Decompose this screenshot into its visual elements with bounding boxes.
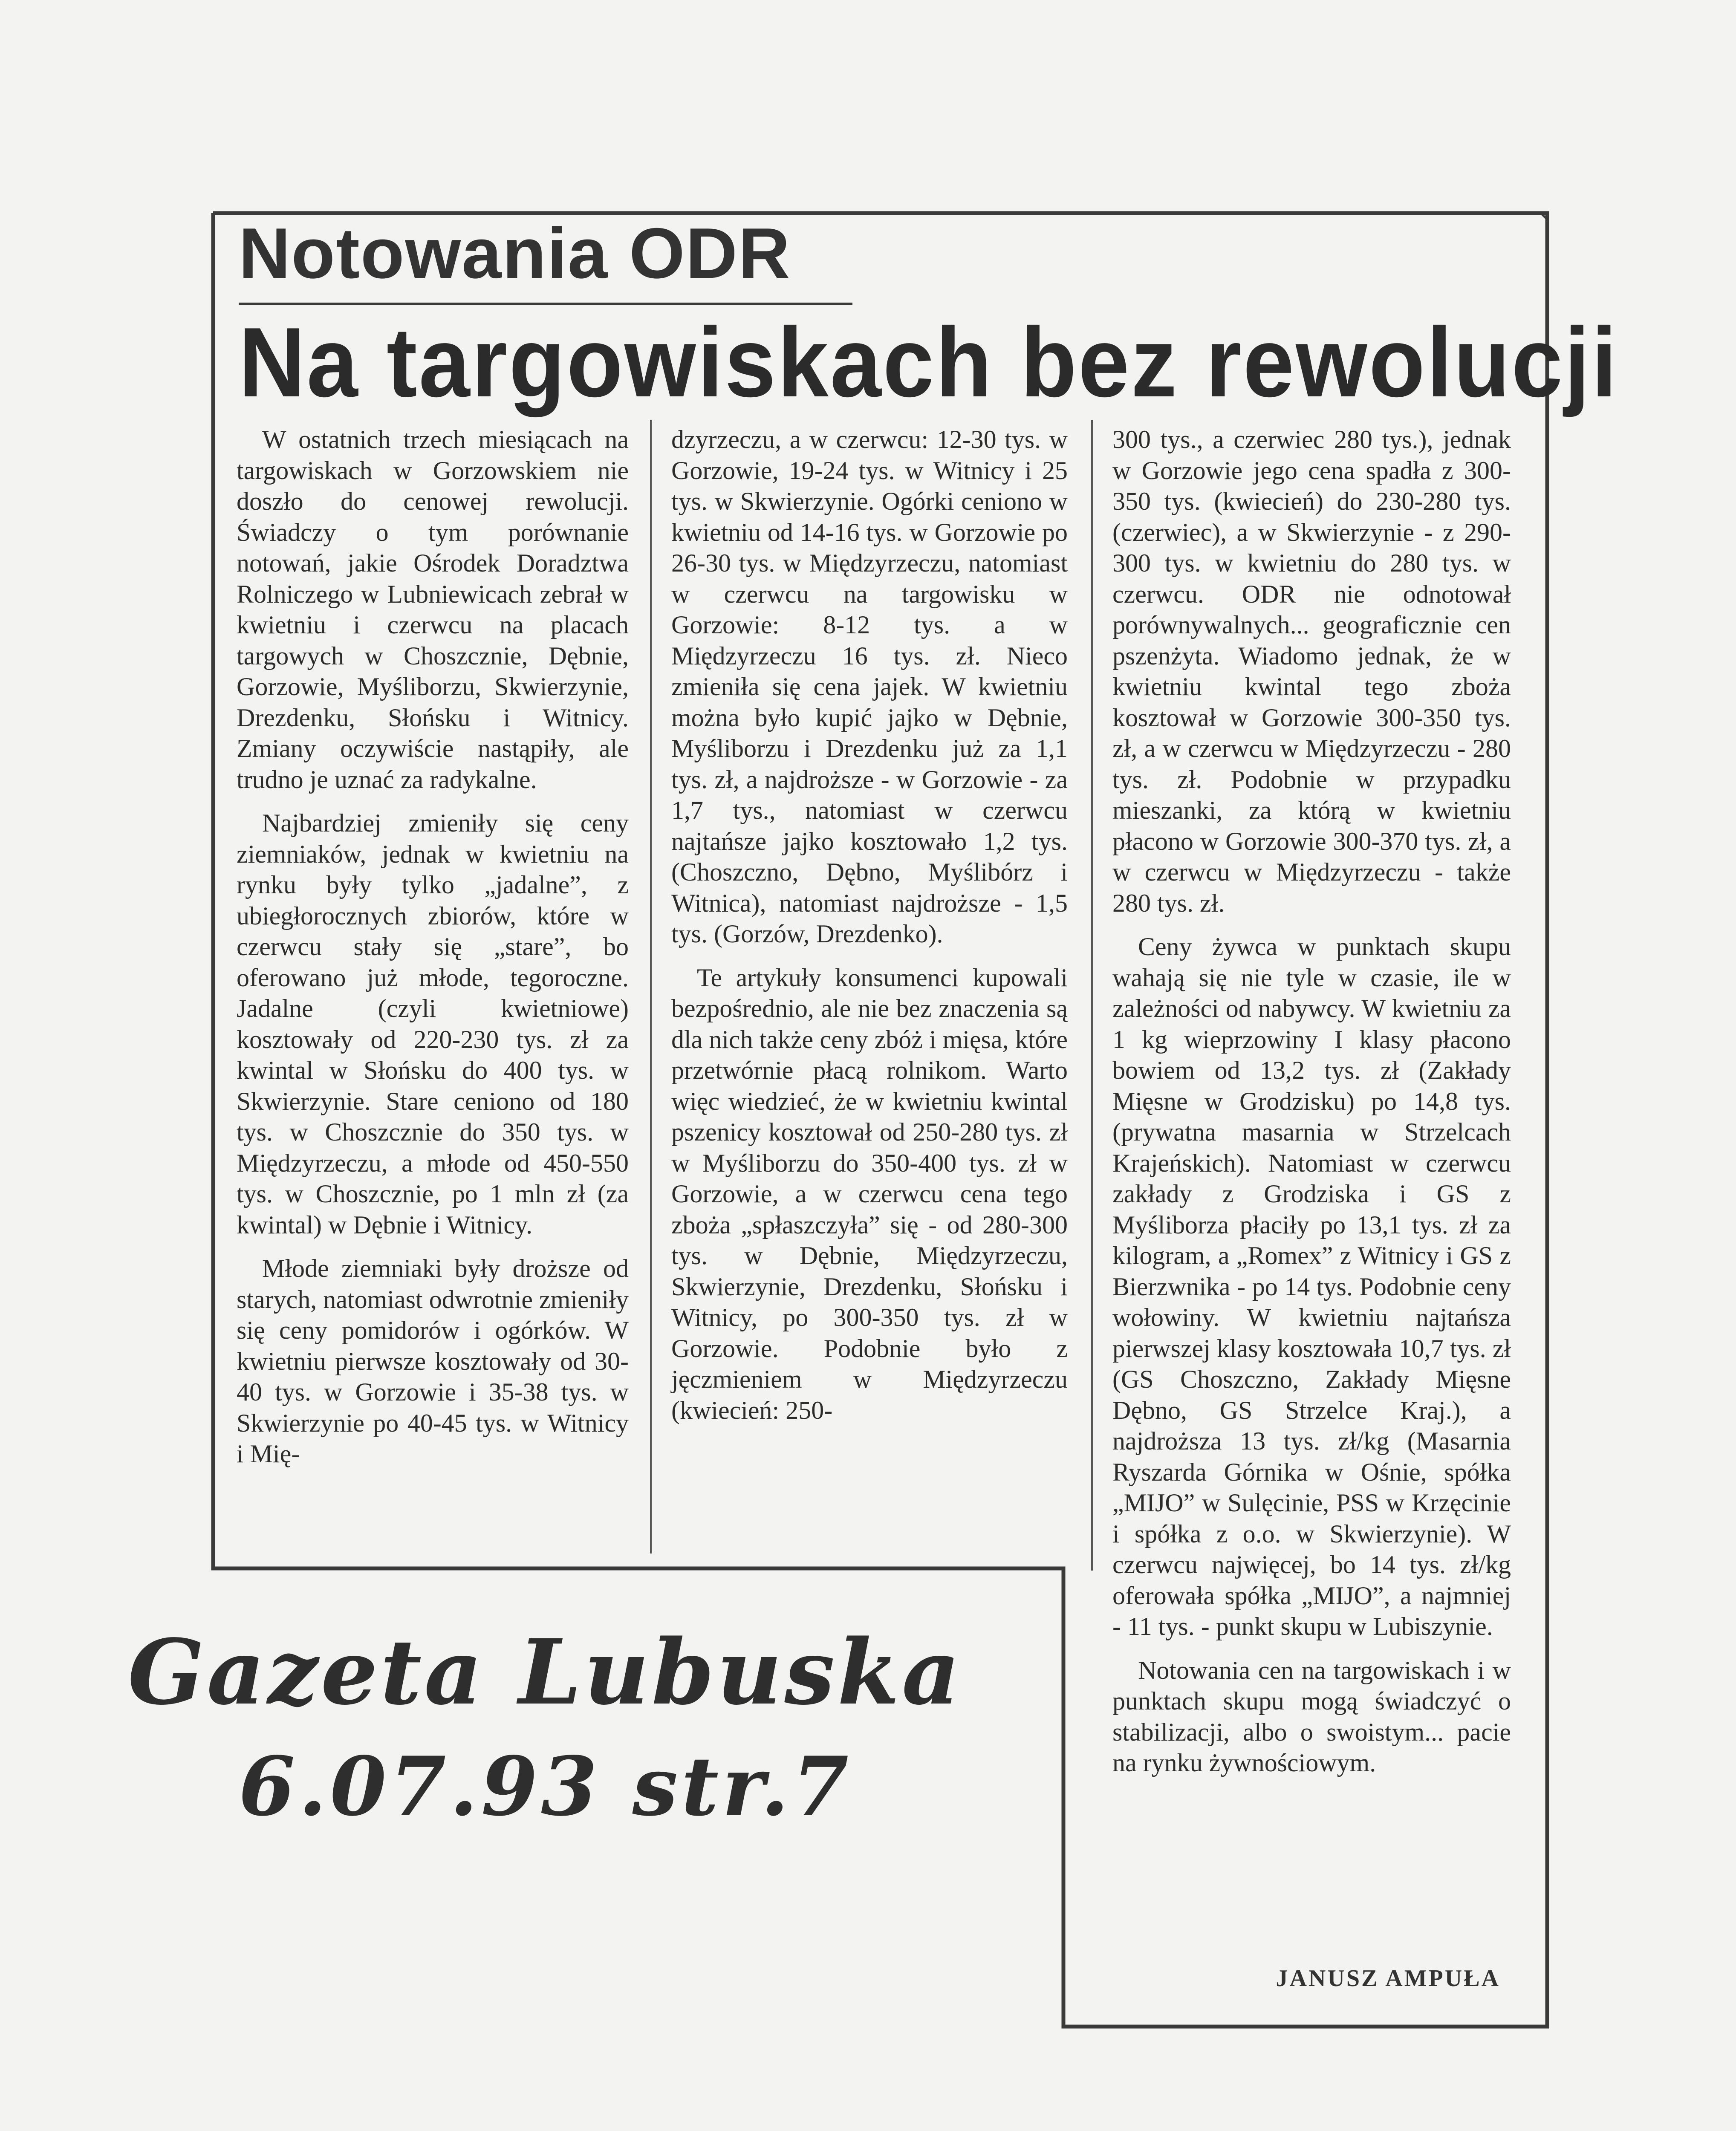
- handwritten-date-page: 6.07.93 str.7: [239, 1739, 852, 1834]
- paragraph: W ostatnich trzech miesiącach na targowiskach w Gorzowskiem nie doszło do cenowej rewolucji. Świadczy o tym porównanie notowań, jakie Ośrodek Doradztwa Rolniczego w Lubniewicach zebrał w kwietniu i czerwcu na placach targowych w Choszcznie, Dębnie, Gorzowie, Myśliborzu, Skwierzynie, Drezdenku, Słońsku i Witnicy. Zmiany oczywiście nastąpiły, ale trudno je uznać za radykalne.: [237, 425, 629, 794]
- paragraph: Najbardziej zmieniły się ceny ziemniaków, jednak w kwietniu na rynku były tylko „jadalne”, z ubiegłorocznych zbiorów, które w czerwcu stały się „stare”, bo oferowano już młode, tegoroczne. Jadalne (czyli kwietniowe) kosztowały od 220-230 tys. zł za kwintal w Słońsku do 400 tys. w Skwierzynie. Stare ceniono od 180 tys. w Choszcznie do 350 tys. w Międzyrzeczu, a młode od 450-550 tys. w Choszcznie, po 1 mln zł (za kwintal) w Dębnie i Witnicy.: [237, 809, 629, 1239]
- article-column-3: [1112, 424, 1511, 1779]
- article-column-1: [237, 424, 629, 1470]
- column-rule: [1091, 420, 1093, 1571]
- paragraph: Młode ziemniaki były droższe od starych, natomiast odwrotnie zmieniły się ceny pomidorów i ogórków. W kwietniu pierwsze kosztowały od 30-40 tys. w Gorzowie i 35-38 tys. w Skwierzynie po 40-45 tys. w Witnicy i Mię-: [237, 1254, 629, 1468]
- paragraph: 300 tys., a czerwiec 280 tys.), jednak w Gorzowie jego cena spadła z 300-350 tys. (kwiecień) do 230-280 tys. (czerwiec), a w Skwierzynie - z 290-300 tys. w kwietniu do 280 tys. w czerwcu. ODR nie odnotował porównywalnych... geograficznie cen pszenżyta. Wiadomo jednak, że w kwietniu kwintal tego zboża kosztował w Gorzowie 300-350 tys. zł, a w czerwcu w Międzyrzeczu - 280 tys. zł. Podobnie w przypadku mieszanki, za którą w kwietniu płacono w Gorzowie 300-370 tys. zł, a w czerwcu w Międzyrzeczu - także 280 tys. zł.: [1112, 425, 1511, 917]
- article-column-2: [671, 424, 1068, 1426]
- paragraph: Ceny żywca w punktach skupu wahają się nie tyle w czasie, ile w zależności od nabywcy. W kwietniu za 1 kg wieprzowiny I klasy płacono bowiem od 13,2 tys. zł (Zakłady Mięsne w Grodzisku) po 14,8 tys. (prywatna masarnia w Strzelcach Krajeńskich). Natomiast w czerwcu zakłady z Grodziska i GS z Myśliborza płaciły po 13,1 tys. zł za kilogram, a „Romex” z Witnicy i GS z Bierzwnika - po 14 tys. Podobnie ceny wołowiny. W kwietniu najtańsza pierwszej klasy kosztowała 10,7 tys. zł (GS Choszczno, Zakłady Mięsne Dębno, GS Strzelce Kraj.), a najdroższa 13 tys. zł/kg (Masarnia Ryszarda Górnika w Ośnie, spółka „MIJO” w Sulęcinie, PSS w Krzęcinie i spółka z o.o. w Skwierzynie). W czerwcu najwięcej, bo 14 tys. zł/kg oferowała spółka „MIJO”, a najmniej - 11 tys. - punkt skupu w Lubiszynie.: [1112, 933, 1511, 1640]
- kicker-rule: [239, 303, 852, 305]
- paragraph: Notowania cen na targowiskach i w punktach skupu mogą świadczyć o stabilizacji, albo o swoistym... pacie na rynku żywnościowym.: [1112, 1656, 1511, 1777]
- handwritten-source: Gazeta Lubuska: [128, 1620, 963, 1725]
- column-rule: [650, 420, 652, 1553]
- paragraph: Te artykuły konsumenci kupowali bezpośrednio, ale nie bez znaczenia są dla nich także ceny zbóż i mięsa, które przetwórnie płacą rolnikom. Warto więc wiedzieć, że w kwietniu kwintal pszenicy kosztował od 250-280 tys. zł w Myśliborzu do 350-400 tys. zł w Gorzowie, a w czerwcu cena tego zboża „spłaszczyła” się - od 280-300 tys. w Dębnie, Międzyrzeczu, Skwierzynie, Drezdenku, Słońsku i Witnicy, po 300-350 tys. zł w Gorzowie. Podobnie było z jęczmieniem w Międzyrzeczu (kwiecień: 250-: [671, 963, 1068, 1424]
- author-byline: JANUSZ AMPUŁA: [1276, 1965, 1500, 1992]
- section-kicker: Notowania ODR: [239, 213, 791, 293]
- headline: Na targowiskach bez rewolucji: [239, 307, 1619, 418]
- paragraph: dzyrzeczu, a w czerwcu: 12-30 tys. w Gorzowie, 19-24 tys. w Witnicy i 25 tys. w Skwierzynie. Ogórki ceniono w kwietniu od 14-16 tys. w Gorzowie po 26-30 tys. w Międzyrzeczu, natomiast w czerwcu na targowisku w Gorzowie: 8-12 tys. a w Międzyrzeczu 16 tys. zł. Nieco zmieniła się cena jajek. W kwietniu można było kupić jajko w Dębnie, Myśliborzu i Drezdenku już za 1,1 tys. zł, a najdroższe - w Gorzowie - za 1,7 tys., natomiast w czerwcu najtańsze jajko kosztowało 1,2 tys. (Choszczno, Dębno, Myślibórz i Witnica), natomiast najdroższe - 1,5 tys. (Gorzów, Drezdenko).: [671, 425, 1068, 948]
